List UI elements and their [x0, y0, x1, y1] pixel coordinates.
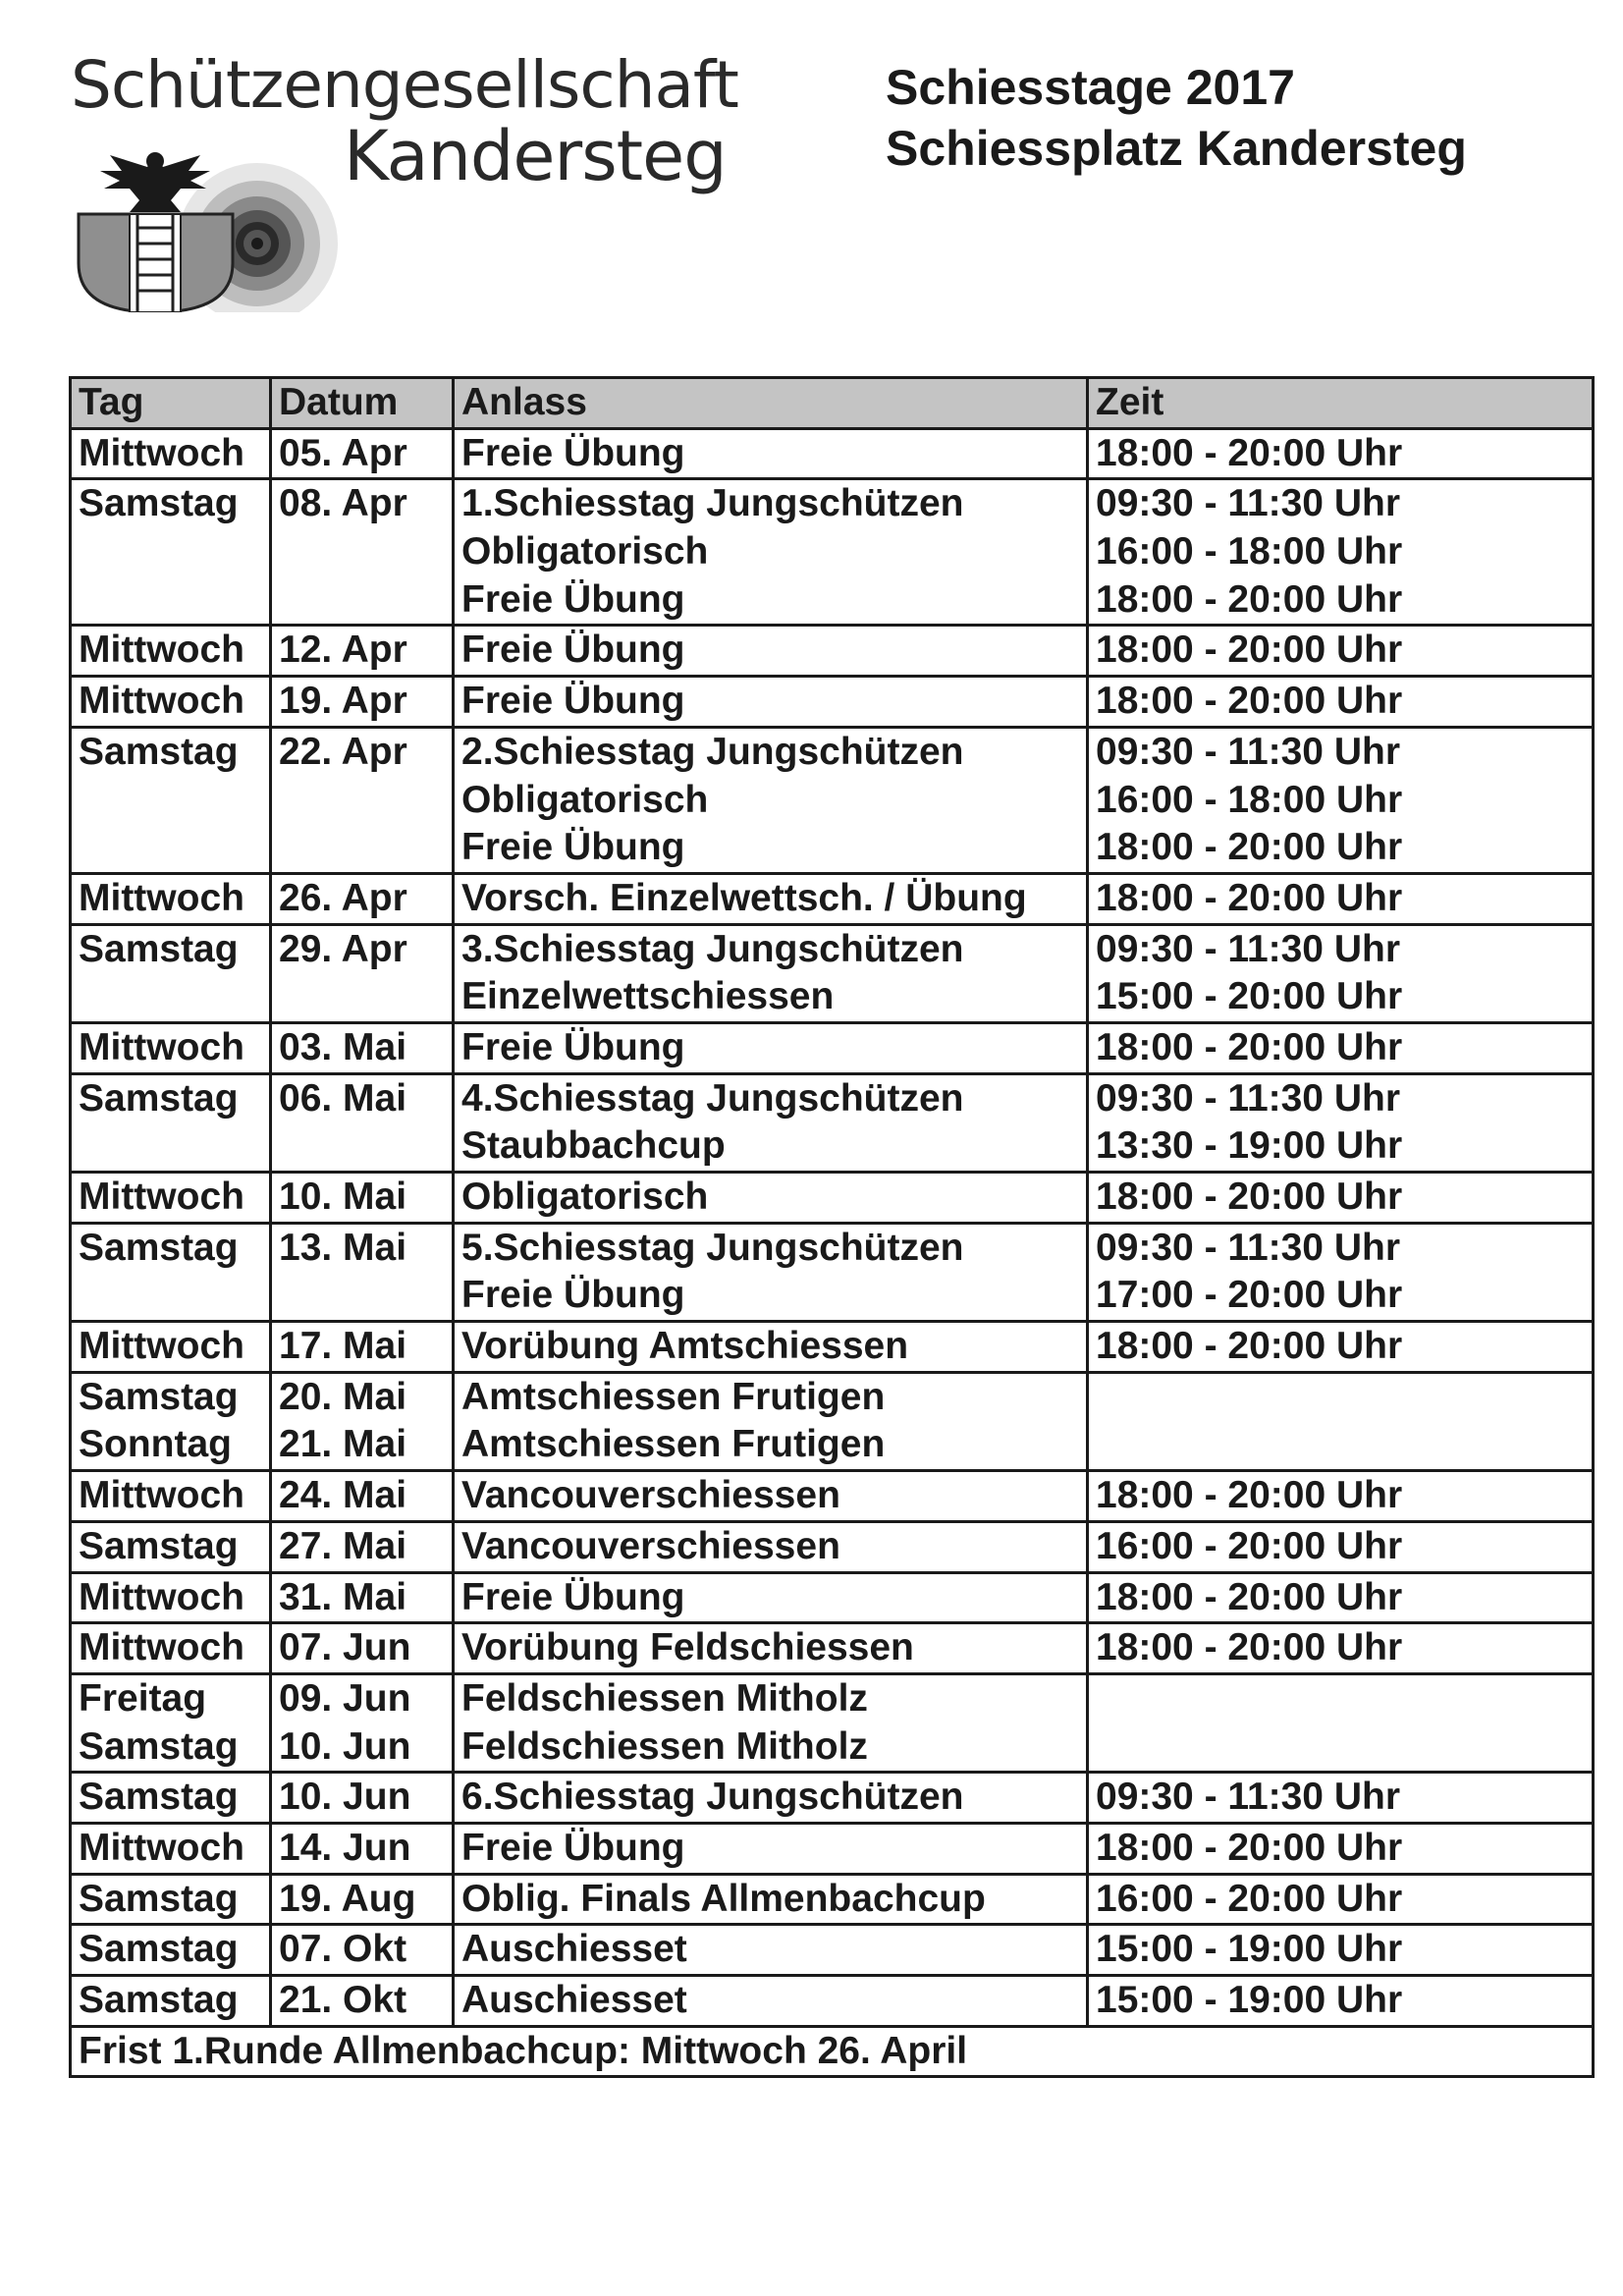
cell-tag — [71, 1572, 271, 1623]
title-line-2: Schiessplatz Kandersteg — [886, 121, 1467, 176]
cell-anlass — [454, 1372, 1088, 1470]
cell-datum — [271, 1322, 454, 1373]
cell-tag-line: Samstag — [79, 927, 239, 970]
schedule-body — [71, 428, 1594, 2026]
cell-datum-line: 20. Mai — [279, 1375, 407, 1418]
cell-datum — [271, 1073, 454, 1172]
table-row — [71, 1925, 1594, 1976]
table-row — [71, 1521, 1594, 1572]
cell-zeit — [1088, 479, 1594, 626]
club-logo — [71, 47, 758, 273]
cell-zeit-line: 18:00 - 20:00 Uhr — [1096, 1575, 1403, 1618]
cell-tag-line: Samstag — [79, 1877, 239, 1920]
cell-datum-line: 24. Mai — [279, 1474, 407, 1517]
header-datum: Datum — [271, 378, 454, 429]
cell-anlass — [454, 1874, 1088, 1925]
title-line-1: Schiesstage 2017 — [886, 60, 1295, 115]
cell-tag — [71, 1022, 271, 1073]
footer-row — [71, 2026, 1594, 2077]
cell-datum — [271, 1623, 454, 1674]
cell-datum-line: 07. Okt — [279, 1928, 407, 1971]
header-zeit: Zeit — [1088, 378, 1594, 429]
cell-anlass-line: Feldschiessen Mitholz — [461, 1724, 868, 1768]
cell-zeit — [1088, 1572, 1594, 1623]
cell-tag-line: Samstag — [79, 1226, 239, 1269]
cell-tag-line: Mittwoch — [79, 1826, 244, 1869]
cell-datum — [271, 677, 454, 728]
cell-anlass-line: Staubbachcup — [461, 1124, 726, 1168]
cell-zeit-line: 18:00 - 20:00 Uhr — [1096, 1025, 1403, 1068]
cell-zeit-line: 18:00 - 20:00 Uhr — [1096, 1626, 1403, 1669]
cell-zeit-line: 15:00 - 19:00 Uhr — [1096, 1928, 1403, 1971]
cell-datum — [271, 1874, 454, 1925]
cell-tag-line: Samstag — [79, 1724, 239, 1768]
cell-anlass — [454, 1976, 1088, 2027]
cell-tag-line: Samstag — [79, 1076, 239, 1120]
cell-datum — [271, 1572, 454, 1623]
cell-zeit-line — [1096, 1374, 1585, 1422]
cell-tag — [71, 1773, 271, 1824]
cell-zeit-line: 18:00 - 20:00 Uhr — [1096, 1474, 1403, 1517]
cell-anlass — [454, 1471, 1088, 1522]
cell-datum — [271, 626, 454, 677]
table-row — [71, 1073, 1594, 1172]
cell-anlass — [454, 626, 1088, 677]
cell-zeit-line: 18:00 - 20:00 Uhr — [1096, 876, 1403, 919]
cell-tag — [71, 1521, 271, 1572]
cell-anlass — [454, 428, 1088, 479]
cell-datum — [271, 1521, 454, 1572]
cell-datum-line: 06. Mai — [279, 1076, 407, 1120]
cell-anlass — [454, 479, 1088, 626]
cell-zeit — [1088, 1823, 1594, 1874]
table-row — [71, 1372, 1594, 1470]
cell-datum-line: 10. Mai — [279, 1175, 407, 1219]
cell-zeit-line: 18:00 - 20:00 Uhr — [1096, 1826, 1403, 1869]
cell-anlass — [454, 1521, 1088, 1572]
cell-tag-line — [79, 973, 262, 1021]
cell-tag-line: Mittwoch — [79, 431, 244, 474]
cell-datum — [271, 727, 454, 873]
cell-zeit — [1088, 626, 1594, 677]
cell-anlass-line: Freie Übung — [461, 431, 685, 474]
cell-datum-line: 19. Apr — [279, 680, 407, 723]
cell-tag-line: Samstag — [79, 482, 239, 525]
cell-tag-line: Mittwoch — [79, 1474, 244, 1517]
cell-anlass — [454, 677, 1088, 728]
cell-tag-line: Samstag — [79, 1979, 239, 2022]
cell-datum-line: 13. Mai — [279, 1226, 407, 1269]
cell-tag-line: Samstag — [79, 1928, 239, 1971]
cell-tag — [71, 924, 271, 1022]
table-header-row — [71, 378, 1594, 429]
table-row — [71, 626, 1594, 677]
table-row — [71, 677, 1594, 728]
cell-tag-line: Sonntag — [79, 1423, 232, 1466]
cell-zeit-line — [1096, 1675, 1585, 1723]
cell-anlass-line: Auschiesset — [461, 1979, 687, 2022]
cell-tag-line: Mittwoch — [79, 680, 244, 723]
cell-zeit-line: 09:30 - 11:30 Uhr — [1096, 1776, 1401, 1819]
cell-datum-line — [279, 824, 445, 872]
cell-zeit-line: 15:00 - 20:00 Uhr — [1096, 975, 1403, 1018]
cell-zeit-line: 16:00 - 18:00 Uhr — [1096, 530, 1403, 574]
cell-anlass-line: Einzelwettschiessen — [461, 975, 835, 1018]
cell-anlass-line: Freie Übung — [461, 1274, 685, 1317]
cell-tag-line — [79, 824, 262, 872]
cell-zeit — [1088, 428, 1594, 479]
cell-datum — [271, 1823, 454, 1874]
cell-anlass-line: Obligatorisch — [461, 778, 709, 821]
cell-tag — [71, 1623, 271, 1674]
cell-datum-line: 03. Mai — [279, 1025, 407, 1068]
cell-tag-line — [79, 1272, 262, 1320]
cell-zeit — [1088, 1173, 1594, 1224]
cell-tag-line — [79, 1122, 262, 1171]
table-row — [71, 479, 1594, 626]
cell-zeit-line — [1096, 1723, 1585, 1772]
cell-zeit-line: 09:30 - 11:30 Uhr — [1096, 927, 1401, 970]
cell-anlass — [454, 1925, 1088, 1976]
cell-zeit — [1088, 1623, 1594, 1674]
cell-anlass-line: Vorsch. Einzelwettsch. / Übung — [461, 876, 1027, 919]
cell-zeit-line: 18:00 - 20:00 Uhr — [1096, 629, 1403, 672]
cell-zeit — [1088, 677, 1594, 728]
cell-tag — [71, 1073, 271, 1172]
cell-zeit-line: 18:00 - 20:00 Uhr — [1096, 577, 1403, 621]
cell-zeit — [1088, 727, 1594, 873]
cell-tag-line: Samstag — [79, 1524, 239, 1567]
cell-zeit — [1088, 1322, 1594, 1373]
cell-zeit-line: 09:30 - 11:30 Uhr — [1096, 1226, 1401, 1269]
cell-anlass — [454, 1572, 1088, 1623]
cell-zeit-line: 18:00 - 20:00 Uhr — [1096, 680, 1403, 723]
table-row — [71, 1874, 1594, 1925]
cell-tag-line: Samstag — [79, 1375, 239, 1418]
cell-anlass — [454, 1073, 1088, 1172]
cell-tag — [71, 1471, 271, 1522]
cell-anlass-line: Freie Übung — [461, 629, 685, 672]
table-row — [71, 924, 1594, 1022]
table-row — [71, 1823, 1594, 1874]
cell-datum-line — [279, 1272, 445, 1320]
table-row — [71, 1673, 1594, 1772]
table-row — [71, 1223, 1594, 1321]
cell-datum — [271, 1925, 454, 1976]
cell-tag-line: Mittwoch — [79, 1575, 244, 1618]
cell-tag-line — [79, 528, 262, 576]
cell-zeit-line: 18:00 - 20:00 Uhr — [1096, 431, 1403, 474]
cell-zeit — [1088, 1223, 1594, 1321]
cell-zeit — [1088, 1874, 1594, 1925]
cell-anlass-line: Auschiesset — [461, 1928, 687, 1971]
cell-tag-line: Mittwoch — [79, 1025, 244, 1068]
cell-datum — [271, 428, 454, 479]
cell-anlass-line: Freie Übung — [461, 1575, 685, 1618]
cell-tag — [71, 479, 271, 626]
cell-tag — [71, 1223, 271, 1321]
cell-zeit — [1088, 1673, 1594, 1772]
cell-datum-line — [279, 576, 445, 625]
cell-datum-line: 12. Apr — [279, 629, 407, 672]
cell-tag — [71, 1673, 271, 1772]
cell-zeit — [1088, 1471, 1594, 1522]
table-row — [71, 1471, 1594, 1522]
cell-anlass-line: Obligatorisch — [461, 1175, 709, 1219]
cell-datum — [271, 1673, 454, 1772]
table-row — [71, 1976, 1594, 2027]
cell-datum-line: 29. Apr — [279, 927, 407, 970]
cell-anlass — [454, 873, 1088, 924]
cell-tag — [71, 873, 271, 924]
cell-anlass-line: 4.Schiesstag Jungschützen — [461, 1076, 964, 1120]
table-row — [71, 1572, 1594, 1623]
cell-anlass-line: Freie Übung — [461, 1826, 685, 1869]
cell-anlass-line: Freie Übung — [461, 577, 685, 621]
cell-anlass-line: 6.Schiesstag Jungschützen — [461, 1776, 964, 1819]
cell-datum-line: 05. Apr — [279, 431, 407, 474]
cell-anlass-line: Obligatorisch — [461, 530, 709, 574]
cell-anlass-line: Feldschiessen Mitholz — [461, 1676, 868, 1720]
cell-zeit — [1088, 873, 1594, 924]
cell-datum — [271, 1022, 454, 1073]
cell-zeit — [1088, 1925, 1594, 1976]
cell-datum-line: 14. Jun — [279, 1826, 411, 1869]
cell-anlass — [454, 1623, 1088, 1674]
cell-zeit-line: 18:00 - 20:00 Uhr — [1096, 1175, 1403, 1219]
cell-tag-line: Freitag — [79, 1676, 207, 1720]
cell-anlass-line: Vorübung Amtschiessen — [461, 1325, 909, 1368]
cell-zeit — [1088, 1773, 1594, 1824]
cell-tag-line — [79, 576, 262, 625]
cell-tag-line: Mittwoch — [79, 876, 244, 919]
cell-tag-line: Mittwoch — [79, 1325, 244, 1368]
cell-anlass — [454, 1322, 1088, 1373]
cell-tag — [71, 1925, 271, 1976]
cell-datum-line: 22. Apr — [279, 730, 407, 773]
cell-anlass-line: Amtschiessen Frutigen — [461, 1423, 886, 1466]
cell-anlass — [454, 924, 1088, 1022]
cell-anlass — [454, 1173, 1088, 1224]
cell-tag-line: Mittwoch — [79, 1175, 244, 1219]
cell-zeit-line: 18:00 - 20:00 Uhr — [1096, 1325, 1403, 1368]
cell-datum — [271, 873, 454, 924]
logo-club-name: Schützengesellschaft — [71, 47, 738, 123]
cell-anlass-line: 5.Schiesstag Jungschützen — [461, 1226, 964, 1269]
cell-anlass-line: Freie Übung — [461, 826, 685, 869]
cell-tag — [71, 1173, 271, 1224]
cell-anlass-line: Vancouverschiessen — [461, 1474, 840, 1517]
cell-tag — [71, 626, 271, 677]
cell-zeit — [1088, 1073, 1594, 1172]
cell-datum-line: 08. Apr — [279, 482, 407, 525]
cell-datum-line: 09. Jun — [279, 1676, 411, 1720]
cell-anlass — [454, 1223, 1088, 1321]
cell-zeit — [1088, 1976, 1594, 2027]
cell-zeit-line: 18:00 - 20:00 Uhr — [1096, 826, 1403, 869]
table-row — [71, 428, 1594, 479]
footer-note: Frist 1.Runde Allmenbachcup: Mittwoch 26. April — [71, 2026, 1594, 2077]
cell-datum-line: 31. Mai — [279, 1575, 407, 1618]
cell-anlass — [454, 1773, 1088, 1824]
cell-tag — [71, 1372, 271, 1470]
cell-anlass-line: 2.Schiesstag Jungschützen — [461, 730, 964, 773]
cell-anlass-line: Amtschiessen Frutigen — [461, 1375, 886, 1418]
cell-zeit-line: 17:00 - 20:00 Uhr — [1096, 1274, 1403, 1317]
cell-anlass — [454, 1823, 1088, 1874]
cell-anlass — [454, 727, 1088, 873]
cell-zeit-line: 09:30 - 11:30 Uhr — [1096, 482, 1401, 525]
table-row — [71, 1022, 1594, 1073]
cell-datum — [271, 1471, 454, 1522]
cell-zeit-line: 15:00 - 19:00 Uhr — [1096, 1979, 1403, 2022]
cell-tag-line — [79, 777, 262, 825]
cell-datum-line — [279, 528, 445, 576]
cell-tag-line: Mittwoch — [79, 1626, 244, 1669]
cell-datum-line: 10. Jun — [279, 1776, 411, 1819]
cell-zeit-line: 09:30 - 11:30 Uhr — [1096, 730, 1401, 773]
cell-datum-line: 17. Mai — [279, 1325, 407, 1368]
cell-tag — [71, 428, 271, 479]
cell-datum-line: 26. Apr — [279, 876, 407, 919]
cell-zeit — [1088, 1022, 1594, 1073]
cell-anlass-line: 3.Schiesstag Jungschützen — [461, 927, 964, 970]
cell-anlass-line: Vancouverschiessen — [461, 1524, 840, 1567]
club-emblem-icon — [71, 116, 365, 312]
cell-datum-line — [279, 777, 445, 825]
table-row — [71, 1322, 1594, 1373]
cell-datum — [271, 1773, 454, 1824]
cell-tag — [71, 1823, 271, 1874]
header-anlass: Anlass — [454, 378, 1088, 429]
cell-tag — [71, 1976, 271, 2027]
cell-datum-line: 10. Jun — [279, 1724, 411, 1768]
cell-tag — [71, 1322, 271, 1373]
cell-datum-line: 07. Jun — [279, 1626, 411, 1669]
cell-datum-line: 21. Okt — [279, 1979, 407, 2022]
cell-tag-line: Mittwoch — [79, 629, 244, 672]
cell-datum — [271, 479, 454, 626]
header-tag: Tag — [71, 378, 271, 429]
cell-zeit-line — [1096, 1421, 1585, 1469]
cell-zeit-line: 16:00 - 18:00 Uhr — [1096, 778, 1403, 821]
cell-anlass-line: 1.Schiesstag Jungschützen — [461, 482, 964, 525]
cell-zeit — [1088, 1372, 1594, 1470]
table-row — [71, 1623, 1594, 1674]
table-row — [71, 1773, 1594, 1824]
cell-zeit-line: 16:00 - 20:00 Uhr — [1096, 1524, 1403, 1567]
cell-anlass-line: Oblig. Finals Allmenbachcup — [461, 1877, 986, 1920]
cell-datum — [271, 1976, 454, 2027]
cell-anlass-line: Freie Übung — [461, 1025, 685, 1068]
cell-zeit — [1088, 1521, 1594, 1572]
cell-tag — [71, 727, 271, 873]
cell-tag-line: Samstag — [79, 1776, 239, 1819]
cell-datum — [271, 1372, 454, 1470]
cell-anlass-line: Freie Übung — [461, 680, 685, 723]
cell-tag — [71, 677, 271, 728]
cell-datum-line — [279, 973, 445, 1021]
cell-datum-line — [279, 1122, 445, 1171]
cell-datum-line: 19. Aug — [279, 1877, 416, 1920]
cell-datum — [271, 924, 454, 1022]
page-title — [886, 57, 1467, 179]
cell-tag — [71, 1874, 271, 1925]
cell-zeit-line: 16:00 - 20:00 Uhr — [1096, 1877, 1403, 1920]
cell-tag-line: Samstag — [79, 730, 239, 773]
cell-datum-line: 27. Mai — [279, 1524, 407, 1567]
table-row — [71, 1173, 1594, 1224]
cell-zeit — [1088, 924, 1594, 1022]
cell-datum-line: 21. Mai — [279, 1423, 407, 1466]
cell-zeit-line: 13:30 - 19:00 Uhr — [1096, 1124, 1403, 1168]
table-row — [71, 727, 1594, 873]
cell-datum — [271, 1173, 454, 1224]
cell-datum — [271, 1223, 454, 1321]
table-row — [71, 873, 1594, 924]
cell-anlass — [454, 1673, 1088, 1772]
cell-anlass-line: Vorübung Feldschiessen — [461, 1626, 914, 1669]
logo-town-name: Kandersteg — [344, 116, 727, 196]
cell-zeit-line: 09:30 - 11:30 Uhr — [1096, 1076, 1401, 1120]
schedule-table — [69, 376, 1595, 2078]
cell-anlass — [454, 1022, 1088, 1073]
